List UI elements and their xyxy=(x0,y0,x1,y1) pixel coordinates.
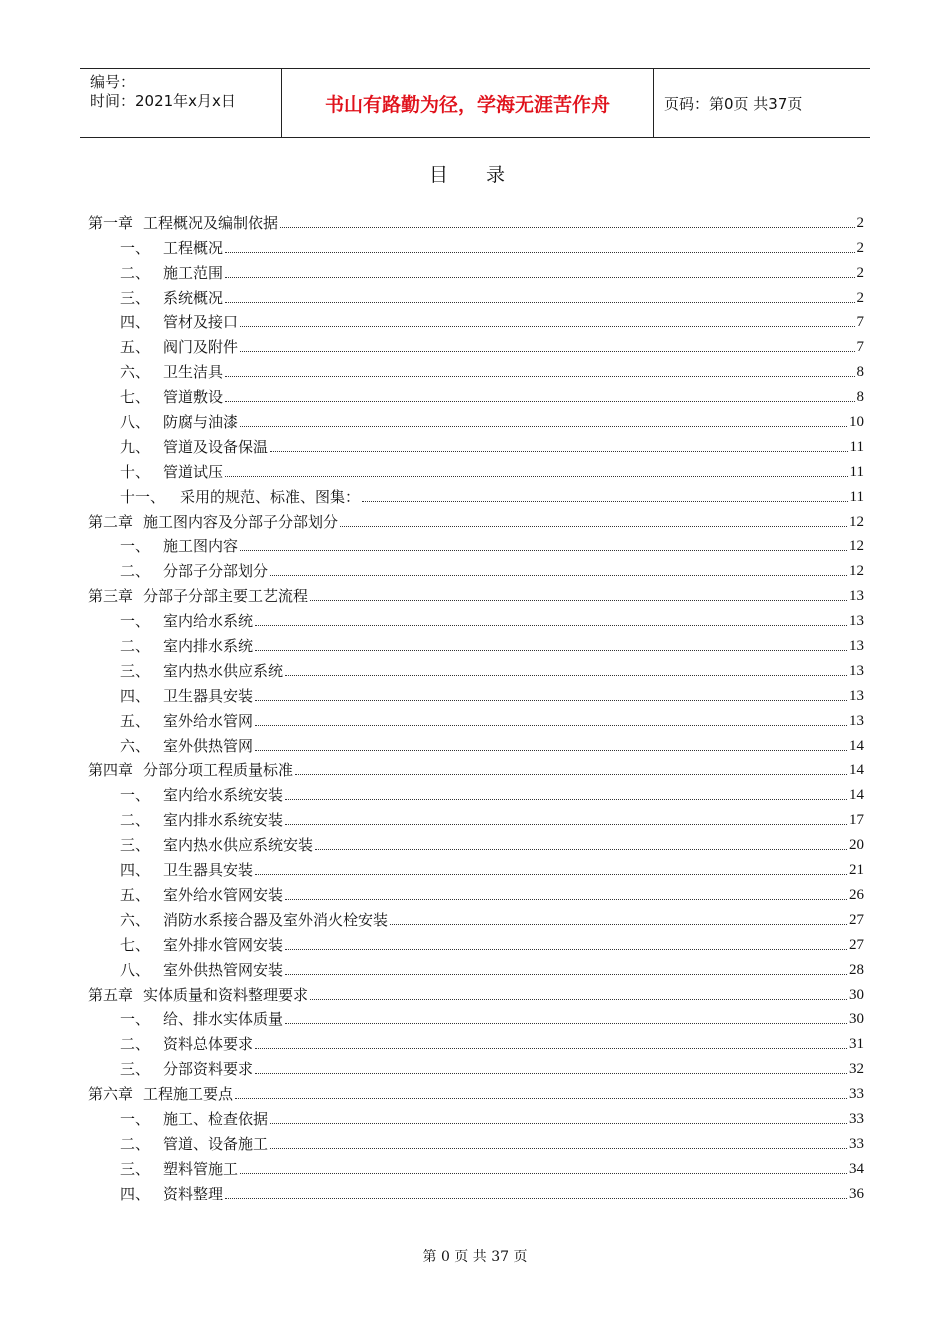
toc-entry-page: 36 xyxy=(849,1185,864,1202)
toc-entry-number: 四、 xyxy=(120,861,151,880)
toc-chapter-entry[interactable] xyxy=(88,1079,864,1104)
toc-entry-page: 28 xyxy=(849,961,864,978)
toc-section-entry[interactable] xyxy=(88,805,864,830)
toc-dot-leader xyxy=(362,501,848,502)
toc-entry-number: 一、 xyxy=(120,1109,151,1128)
toc-entry-page: 34 xyxy=(849,1160,864,1177)
toc-entry-number: 六、 xyxy=(120,910,151,929)
toc-dot-leader xyxy=(255,700,847,701)
toc-entry-title: 施工、检查依据 xyxy=(163,1109,269,1128)
toc-entry-title: 管道、设备施工 xyxy=(163,1134,269,1153)
toc-entry-title: 工程概况 xyxy=(163,238,224,257)
toc-entry-page: 32 xyxy=(849,1061,864,1078)
toc-dot-leader xyxy=(225,277,854,278)
toc-entry-number: 一、 xyxy=(120,238,151,257)
toc-entry-page: 8 xyxy=(856,364,864,381)
toc-chapter-entry[interactable] xyxy=(88,756,864,781)
toc-entry-title: 分部子分部划分 xyxy=(163,562,269,581)
toc-entry-number: 二、 xyxy=(120,1035,151,1054)
toc-section-entry[interactable] xyxy=(88,830,864,855)
toc-section-entry[interactable] xyxy=(88,955,864,980)
toc-dot-leader xyxy=(225,252,854,253)
toc-entry-page: 14 xyxy=(849,737,864,754)
toc-entry-number: 八、 xyxy=(120,960,151,979)
toc-entry-number: 一、 xyxy=(120,537,151,556)
toc-entry-page: 2 xyxy=(856,264,864,281)
toc-entry-title: 室内热水供应系统 xyxy=(163,661,284,680)
toc-dot-leader xyxy=(225,476,848,477)
toc-entry-number: 第五章 xyxy=(88,985,134,1004)
toc-dot-leader xyxy=(285,974,847,975)
toc-dot-leader xyxy=(255,725,847,726)
toc-entry-page: 13 xyxy=(849,588,864,605)
toc-entry-number: 三、 xyxy=(120,661,151,680)
toc-entry-page: 30 xyxy=(849,986,864,1003)
toc-section-entry[interactable] xyxy=(88,731,864,756)
toc-entry-page: 13 xyxy=(849,712,864,729)
toc-entry-page: 2 xyxy=(856,214,864,231)
toc-entry-number: 第四章 xyxy=(88,761,134,780)
toc-dot-leader xyxy=(255,650,847,651)
toc-dot-leader xyxy=(240,351,854,352)
toc-entry-title: 实体质量和资料整理要求 xyxy=(143,985,309,1004)
toc-entry-number: 一、 xyxy=(120,786,151,805)
toc-title: 目 录 xyxy=(428,164,522,186)
toc-entry-page: 33 xyxy=(849,1135,864,1152)
toc-entry-title: 室内给水系统 xyxy=(163,612,254,631)
toc-entry-title: 消防水系接合器及室外消火栓安装 xyxy=(163,910,389,929)
toc-dot-leader xyxy=(280,227,854,228)
toc-section-entry[interactable] xyxy=(88,432,864,457)
toc-entry-number: 三、 xyxy=(120,1060,151,1079)
toc-section-entry[interactable] xyxy=(88,1154,864,1179)
toc-entry-page: 2 xyxy=(856,239,864,256)
serial-label: 编号： xyxy=(90,73,136,91)
toc-entry-title: 室外给水管网 xyxy=(163,711,254,730)
toc-dot-leader xyxy=(285,1023,847,1024)
toc-dot-leader xyxy=(310,999,847,1000)
toc-entry-title: 室外供热管网安装 xyxy=(163,960,284,979)
toc-entry-title: 管材及接口 xyxy=(163,313,239,332)
toc-section-entry[interactable] xyxy=(88,233,864,258)
toc-dot-leader xyxy=(340,526,847,527)
toc-entry-page: 7 xyxy=(856,314,864,331)
toc-entry-title: 卫生洁具 xyxy=(163,363,224,382)
toc-section-entry[interactable] xyxy=(88,283,864,308)
toc-dot-leader xyxy=(235,1098,847,1099)
toc-dot-leader xyxy=(225,302,854,303)
toc-entry-title: 室外供热管网 xyxy=(163,736,254,755)
toc-entry-number: 二、 xyxy=(120,637,151,656)
toc-section-entry[interactable] xyxy=(88,905,864,930)
toc-entry-number: 九、 xyxy=(120,437,151,456)
toc-entry-number: 十、 xyxy=(120,462,151,481)
toc-dot-leader xyxy=(225,376,854,377)
toc-entry-page: 30 xyxy=(849,1011,864,1028)
toc-entry-title: 工程施工要点 xyxy=(143,1085,234,1104)
header-motto: 书山有路勤为径，学海无涯苦作舟 xyxy=(282,69,654,137)
toc-entry-title: 室内排水系统安装 xyxy=(163,811,284,830)
toc-entry-number: 五、 xyxy=(120,338,151,357)
toc-section-entry[interactable] xyxy=(88,357,864,382)
toc-section-entry[interactable] xyxy=(88,407,864,432)
toc-entry-page: 20 xyxy=(849,837,864,854)
toc-chapter-entry[interactable] xyxy=(88,208,864,233)
toc-entry-title: 施工范围 xyxy=(163,263,224,282)
toc-section-entry[interactable] xyxy=(88,880,864,905)
page-header xyxy=(80,68,870,138)
toc-dot-leader xyxy=(255,1048,847,1049)
toc-section-entry[interactable] xyxy=(88,382,864,407)
toc-entry-page: 31 xyxy=(849,1036,864,1053)
time-label: 时间：2021年x月x日 xyxy=(90,92,236,110)
toc-dot-leader xyxy=(255,625,847,626)
toc-entry-page: 8 xyxy=(856,389,864,406)
toc-entry-title: 管道及设备保温 xyxy=(163,437,269,456)
toc-entry-number: 五、 xyxy=(120,711,151,730)
toc-section-entry[interactable] xyxy=(88,457,864,482)
toc-dot-leader xyxy=(270,451,848,452)
toc-entry-page: 33 xyxy=(849,1086,864,1103)
table-of-contents xyxy=(88,208,864,1204)
toc-entry-number: 第三章 xyxy=(88,587,134,606)
toc-dot-leader xyxy=(240,326,854,327)
toc-section-entry[interactable] xyxy=(88,681,864,706)
toc-entry-number: 六、 xyxy=(120,363,151,382)
toc-entry-page: 12 xyxy=(849,563,864,580)
toc-entry-page: 10 xyxy=(849,414,864,431)
toc-section-entry[interactable] xyxy=(88,606,864,631)
header-page-info: 页码：第0页 共37页 xyxy=(664,94,803,113)
toc-entry-number: 十一、 xyxy=(120,487,166,506)
toc-entry-number: 二、 xyxy=(120,811,151,830)
toc-entry-page: 12 xyxy=(849,513,864,530)
toc-dot-leader xyxy=(310,600,847,601)
toc-section-entry[interactable] xyxy=(88,556,864,581)
toc-dot-leader xyxy=(240,1173,847,1174)
toc-entry-number: 一、 xyxy=(120,1010,151,1029)
toc-section-entry[interactable] xyxy=(88,308,864,333)
toc-entry-title: 管道敷设 xyxy=(163,388,224,407)
toc-dot-leader xyxy=(285,799,847,800)
toc-entry-number: 第二章 xyxy=(88,512,134,531)
toc-dot-leader xyxy=(240,550,847,551)
toc-entry-title: 给、排水实体质量 xyxy=(163,1010,284,1029)
toc-entry-number: 第六章 xyxy=(88,1085,134,1104)
toc-entry-page: 13 xyxy=(849,638,864,655)
toc-entry-title: 防腐与油漆 xyxy=(163,413,239,432)
toc-entry-page: 17 xyxy=(849,812,864,829)
toc-entry-number: 六、 xyxy=(120,736,151,755)
toc-entry-title: 施工图内容 xyxy=(163,537,239,556)
toc-entry-title: 卫生器具安装 xyxy=(163,686,254,705)
toc-entry-title: 室内给水系统安装 xyxy=(163,786,284,805)
toc-entry-number: 八、 xyxy=(120,413,151,432)
toc-section-entry[interactable] xyxy=(88,1179,864,1204)
toc-entry-title: 管道试压 xyxy=(163,462,224,481)
toc-entry-title: 卫生器具安装 xyxy=(163,861,254,880)
toc-entry-title: 塑料管施工 xyxy=(163,1159,239,1178)
toc-section-entry[interactable] xyxy=(88,855,864,880)
toc-entry-page: 13 xyxy=(849,662,864,679)
toc-entry-page: 14 xyxy=(849,787,864,804)
toc-entry-number: 二、 xyxy=(120,562,151,581)
page-footer: 第 0 页 共 37 页 xyxy=(422,1249,528,1265)
toc-entry-title: 分部分项工程质量标准 xyxy=(143,761,294,780)
toc-dot-leader xyxy=(255,750,847,751)
toc-entry-number: 三、 xyxy=(120,836,151,855)
toc-dot-leader xyxy=(255,1073,847,1074)
toc-entry-number: 五、 xyxy=(120,885,151,904)
toc-entry-number: 四、 xyxy=(120,313,151,332)
toc-entry-number: 七、 xyxy=(120,388,151,407)
toc-entry-number: 二、 xyxy=(120,1134,151,1153)
toc-entry-title: 室外排水管网安装 xyxy=(163,935,284,954)
toc-chapter-entry[interactable] xyxy=(88,581,864,606)
toc-entry-title: 室内热水供应系统安装 xyxy=(163,836,314,855)
toc-section-entry[interactable] xyxy=(88,1054,864,1079)
toc-entry-page: 11 xyxy=(849,438,864,455)
toc-section-entry[interactable] xyxy=(88,1029,864,1054)
toc-entry-number: 第一章 xyxy=(88,213,134,232)
toc-entry-number: 二、 xyxy=(120,263,151,282)
toc-dot-leader xyxy=(285,675,847,676)
toc-entry-page: 14 xyxy=(849,762,864,779)
toc-section-entry[interactable] xyxy=(88,930,864,955)
toc-entry-number: 四、 xyxy=(120,1184,151,1203)
toc-dot-leader xyxy=(285,949,847,950)
toc-entry-title: 分部子分部主要工艺流程 xyxy=(143,587,309,606)
toc-entry-page: 12 xyxy=(849,538,864,555)
toc-entry-title: 系统概况 xyxy=(163,288,224,307)
toc-section-entry[interactable] xyxy=(88,780,864,805)
toc-section-entry[interactable] xyxy=(88,1104,864,1129)
toc-entry-page: 26 xyxy=(849,886,864,903)
toc-chapter-entry[interactable] xyxy=(88,507,864,532)
toc-entry-number: 七、 xyxy=(120,935,151,954)
toc-entry-number: 一、 xyxy=(120,612,151,631)
toc-entry-title: 施工图内容及分部子分部划分 xyxy=(143,512,339,531)
toc-dot-leader xyxy=(315,849,847,850)
toc-dot-leader xyxy=(270,575,847,576)
toc-entry-title: 工程概况及编制依据 xyxy=(143,213,279,232)
header-meta xyxy=(80,69,282,137)
toc-entry-title: 阀门及附件 xyxy=(163,338,239,357)
toc-entry-title: 采用的规范、标准、图集： xyxy=(180,487,361,506)
toc-entry-page: 2 xyxy=(856,289,864,306)
toc-section-entry[interactable] xyxy=(88,258,864,283)
toc-dot-leader xyxy=(255,874,847,875)
toc-section-entry[interactable] xyxy=(88,656,864,681)
toc-section-entry[interactable] xyxy=(88,1129,864,1154)
toc-dot-leader xyxy=(270,1123,847,1124)
toc-entry-title: 分部资料要求 xyxy=(163,1060,254,1079)
toc-dot-leader xyxy=(390,924,847,925)
toc-dot-leader xyxy=(240,426,847,427)
toc-entry-page: 7 xyxy=(856,339,864,356)
toc-entry-title: 室内排水系统 xyxy=(163,637,254,656)
toc-dot-leader xyxy=(225,401,854,402)
toc-entry-page: 27 xyxy=(849,936,864,953)
toc-chapter-entry[interactable] xyxy=(88,980,864,1005)
toc-section-entry[interactable] xyxy=(88,706,864,731)
toc-section-entry[interactable] xyxy=(88,532,864,557)
toc-entry-page: 13 xyxy=(849,687,864,704)
toc-entry-page: 13 xyxy=(849,613,864,630)
toc-entry-page: 11 xyxy=(849,463,864,480)
toc-entry-number: 三、 xyxy=(120,288,151,307)
toc-entry-title: 资料整理 xyxy=(163,1184,224,1203)
toc-entry-number: 三、 xyxy=(120,1159,151,1178)
toc-dot-leader xyxy=(285,899,847,900)
toc-entry-number: 四、 xyxy=(120,686,151,705)
toc-entry-title: 室外给水管网安装 xyxy=(163,885,284,904)
toc-entry-title: 资料总体要求 xyxy=(163,1035,254,1054)
toc-entry-page: 21 xyxy=(849,862,864,879)
toc-dot-leader xyxy=(295,774,847,775)
toc-dot-leader xyxy=(225,1198,847,1199)
toc-section-entry[interactable] xyxy=(88,332,864,357)
toc-dot-leader xyxy=(285,824,847,825)
toc-entry-page: 11 xyxy=(849,488,864,505)
toc-entry-page: 33 xyxy=(849,1110,864,1127)
toc-section-entry[interactable] xyxy=(88,1005,864,1030)
toc-dot-leader xyxy=(270,1148,847,1149)
toc-entry-page: 27 xyxy=(849,911,864,928)
toc-section-entry[interactable] xyxy=(88,631,864,656)
toc-section-entry[interactable] xyxy=(88,482,864,507)
